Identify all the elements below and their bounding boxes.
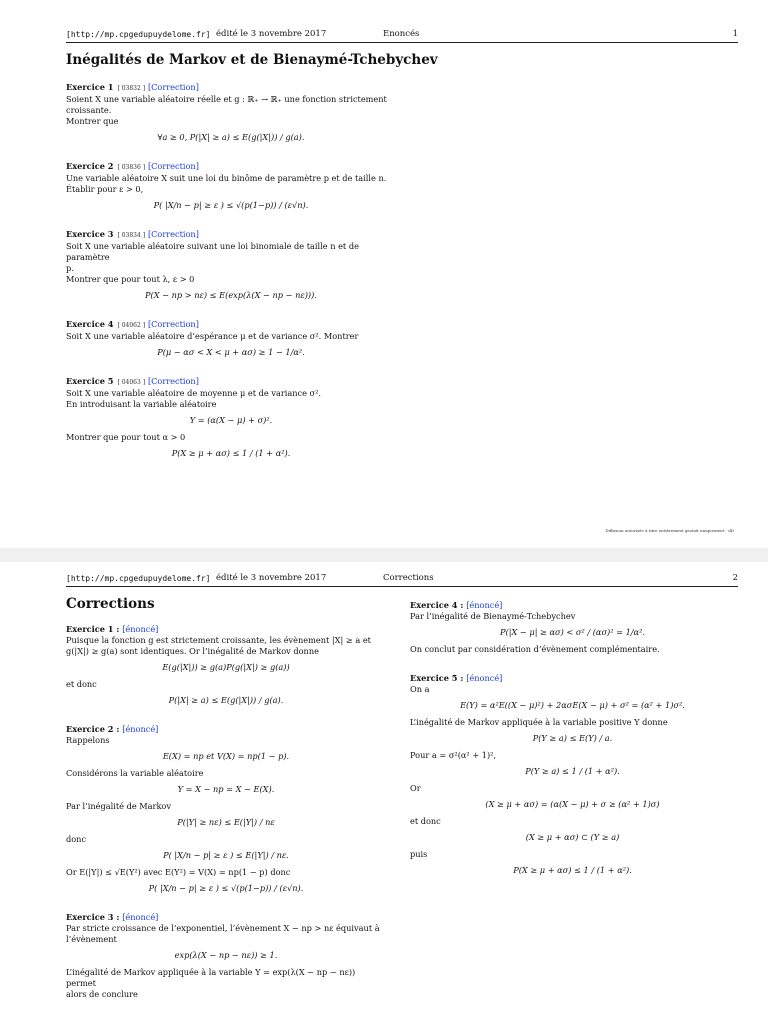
exercise-code: [ 04062 ] [117, 322, 146, 329]
exercise-text: croissante. [66, 105, 112, 115]
math-formula: P(X ≥ μ + ασ) ≤ 1 / (1 + α²). [513, 865, 632, 875]
header-url[interactable]: [http://mp.cpgedupuydelome.fr] [66, 574, 211, 583]
exercise-label: Exercice 4 [66, 319, 114, 329]
correction-text: puis [410, 849, 428, 859]
statement-link[interactable]: [énoncé] [466, 600, 503, 610]
correction-text: Rappelons [66, 735, 110, 745]
math-formula: (X ≥ μ + ασ) = (α(X − μ) + σ ≥ (α² + 1)σ) [485, 799, 660, 809]
exercise-text: p. [66, 263, 74, 273]
header-section: Enoncés [383, 29, 420, 39]
exercise-block [66, 82, 396, 143]
correction-heading [66, 624, 386, 635]
math-formula: P(|X − μ| ≥ ασ) < σ² / (ασ)² = 1/α². [500, 627, 645, 637]
correction-block [66, 724, 386, 894]
exercise-code: [ 04063 ] [117, 379, 146, 386]
header-edited-date: édité le 3 novembre 2017 [216, 29, 327, 39]
header-section: Corrections [383, 573, 434, 583]
correction-text: On conclut par considération d’évènement complémentaire. [410, 644, 660, 654]
math-formula: P(Y ≥ a) ≤ E(Y) / a. [532, 733, 613, 743]
correction-label: Exercice 3 : [66, 912, 120, 922]
exercise-code: [ 03836 ] [117, 164, 146, 171]
math-formula: P( |X/n − p| ≥ ε ) ≤ √(p(1−p)) / (ε√n). [148, 883, 304, 893]
header-url[interactable]: [http://mp.cpgedupuydelome.fr] [66, 30, 211, 39]
exercise-text: Soit X une variable aléatoire d’espérance μ et de variance σ². Montrer [66, 331, 359, 341]
statement-link[interactable]: [énoncé] [122, 724, 159, 734]
exercise-text: Montrer que pour tout α > 0 [66, 432, 186, 442]
correction-text: Or [410, 783, 421, 793]
exercise-label: Exercice 1 [66, 82, 114, 92]
exercise-block [66, 229, 396, 301]
correction-link[interactable]: [Correction] [147, 376, 199, 386]
header-page-number: 2 [732, 573, 738, 583]
exercise-code: [ 03834 ] [117, 232, 146, 239]
running-header [66, 28, 738, 43]
exercise-heading [66, 161, 396, 173]
correction-block [410, 673, 735, 876]
exercise-label: Exercice 5 [66, 376, 114, 386]
corrections-right-column [410, 600, 735, 882]
correction-heading [66, 912, 386, 923]
exercise-heading [66, 376, 396, 388]
correction-text: Par l’inégalité de Markov [66, 801, 171, 811]
statement-link[interactable]: [énoncé] [122, 912, 159, 922]
header-edited-date: édité le 3 novembre 2017 [216, 573, 327, 583]
header-page-number: 1 [732, 29, 738, 39]
correction-text: donc [66, 834, 87, 844]
running-header [66, 572, 738, 587]
correction-label: Exercice 2 : [66, 724, 120, 734]
correction-link[interactable]: [Correction] [147, 161, 199, 171]
math-formula: E(Y) = α²E((X − μ)²) + 2ασE(X − μ) + σ² = (α² + 1)σ². [460, 700, 685, 710]
exercise-text: Soit X une variable aléatoire de moyenne μ et de variance σ². [66, 388, 322, 398]
footer-notice: Diffusion autorisée à titre entièrement gratuit uniquement - dD [605, 528, 734, 533]
correction-text: Pour a = σ²(α² + 1)², [410, 750, 497, 760]
correction-heading [66, 724, 386, 735]
exercise-heading [66, 82, 396, 94]
correction-link[interactable]: [Correction] [147, 82, 199, 92]
math-formula: E(X) = np et V(X) = np(1 − p). [162, 751, 290, 761]
correction-heading [410, 673, 735, 684]
correction-text: Considérons la variable aléatoire [66, 768, 204, 778]
correction-label: Exercice 5 : [410, 673, 464, 683]
exercise-text: Montrer que pour tout λ, ε > 0 [66, 274, 195, 284]
statement-link[interactable]: [énoncé] [122, 624, 159, 634]
correction-text: alors de conclure [66, 989, 138, 999]
math-formula: Y = X − np = X − E(X). [177, 784, 275, 794]
exercise-label: Exercice 3 [66, 229, 114, 239]
page-2 [0, 562, 768, 1024]
correction-link[interactable]: [Correction] [147, 229, 199, 239]
statement-link[interactable]: [énoncé] [466, 673, 503, 683]
math-formula: P(μ − ασ < X < μ + ασ) ≥ 1 − 1/α². [157, 347, 305, 357]
math-formula: E(g(|X|)) ≥ g(a)P(g(|X|) ≥ g(a)) [162, 662, 290, 672]
math-formula: ∀a ≥ 0, P(|X| ≥ a) ≤ E(g(|X|)) / g(a). [157, 132, 305, 142]
corrections-left-column [66, 624, 386, 1000]
exercise-label: Exercice 2 [66, 161, 114, 171]
exercise-block [66, 161, 396, 211]
correction-text: L’inégalité de Markov appliquée à la variable Y = exp(λ(X − np − nε)) permet [66, 967, 358, 988]
exercise-block [66, 319, 396, 358]
correction-text: g(|X|) ≥ g(a) sont identiques. Or l’inégalité de Markov donne [66, 646, 319, 656]
correction-text: Par stricte croissance de l’exponentiel, l’évènement X − np > nε équivaut à [66, 923, 380, 933]
exercise-list [66, 82, 396, 465]
exercise-text: Montrer que [66, 116, 119, 126]
correction-label: Exercice 4 : [410, 600, 464, 610]
math-formula: P(|Y| ≥ nε) ≤ E(|Y|) / nε [177, 817, 275, 827]
exercise-block [66, 376, 396, 459]
exercise-text: Une variable aléatoire X suit une loi du binôme de paramètre p et de taille n. [66, 173, 387, 183]
correction-block [66, 624, 386, 706]
math-formula: Y = (α(X − μ) + σ)². [189, 415, 273, 425]
exercise-heading [66, 229, 396, 241]
math-formula: P(|X| ≥ a) ≤ E(g(|X|)) / g(a). [168, 695, 284, 705]
exercise-text: Soient X une variable aléatoire réelle et g : ℝ₊ → ℝ₊ une fonction strictement [66, 94, 387, 104]
exercise-code: [ 03832 ] [117, 85, 146, 92]
exercise-text: Établir pour ε > 0, [66, 184, 144, 194]
correction-text: et donc [410, 816, 441, 826]
correction-block [410, 600, 735, 655]
correction-text: l’évènement [66, 934, 117, 944]
correction-text: L’inégalité de Markov appliquée à la variable positive Y donne [410, 717, 668, 727]
exercise-heading [66, 319, 396, 331]
correction-heading [410, 600, 735, 611]
correction-text: Or E(|Y|) ≤ √E(Y²) avec E(Y²) = V(X) = np(1 − p) donc [66, 867, 291, 877]
correction-label: Exercice 1 : [66, 624, 120, 634]
page-title: Corrections [66, 596, 155, 612]
math-formula: P( |X/n − p| ≥ ε ) ≤ E(|Y|) / nε. [163, 850, 289, 860]
exercise-text: Soit X une variable aléatoire suivant une loi binomiale de taille n et de paramètre [66, 241, 362, 262]
math-formula: P( |X/n − p| ≥ ε ) ≤ √(p(1−p)) / (ε√n). [153, 200, 309, 210]
math-formula: P(X − np > nε) ≤ E(exp(λ(X − np − nε))). [145, 290, 317, 300]
correction-text: Puisque la fonction g est strictement croissante, les évènement |X| ≥ a et [66, 635, 371, 645]
math-formula: P(X ≥ μ + ασ) ≤ 1 / (1 + α²). [171, 448, 291, 458]
math-formula: P(Y ≥ a) ≤ 1 / (1 + α²). [525, 766, 620, 776]
math-formula: exp(λ(X − np − nε)) ≥ 1. [174, 950, 278, 960]
correction-text: On a [410, 684, 430, 694]
correction-block [66, 912, 386, 1000]
correction-link[interactable]: [Correction] [147, 319, 199, 329]
math-formula: (X ≥ μ + ασ) ⊂ (Y ≥ a) [525, 832, 620, 842]
correction-text: et donc [66, 679, 97, 689]
exercise-text: En introduisant la variable aléatoire [66, 399, 217, 409]
page-title: Inégalités de Markov et de Bienaymé-Tchebychev [66, 52, 438, 68]
correction-text: Par l’inégalité de Bienaymé-Tchebychev [410, 611, 576, 621]
